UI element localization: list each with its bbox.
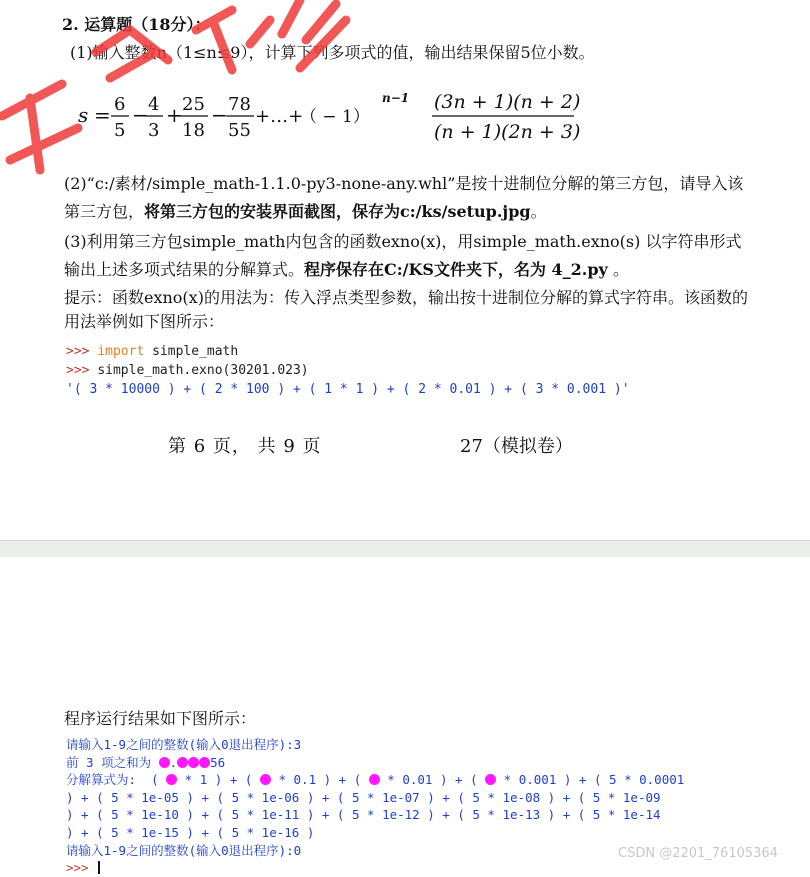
result-label: 程序运行结果如下图所示： <box>64 709 257 728</box>
formula-t2-den: 3 <box>148 120 160 141</box>
question-part-3 <box>64 228 754 284</box>
redacted-dot <box>188 757 199 768</box>
part2-end: 。 <box>530 202 547 221</box>
redacted-dot <box>166 774 177 785</box>
hint-text: 提示：函数exno(x)的用法为：传入浮点类型参数，输出按十进制位分解的算式字符串。该函数的用法举例如下图所示： <box>64 288 748 331</box>
svg-text:+: + <box>166 103 183 127</box>
program-output-console <box>66 736 684 877</box>
function-call: simple_math.exno(30201.023) <box>97 363 309 378</box>
code-example <box>66 342 630 399</box>
console-line-decomp: 分解算式为: ( * 1 ) + ( * 0.1 ) + ( * 0.01 ) + ( * 0.001 ) + ( 5 * 0.0001 <box>66 772 685 788</box>
csdn-watermark: CSDN @2201_76105364 <box>618 846 778 861</box>
formula-general-den: (n + 1)(2n + 3) <box>434 121 581 143</box>
page-number: 第 6 页， 共 9 页 <box>168 436 322 457</box>
code-line-import <box>66 342 630 361</box>
redacted-dot <box>159 757 170 768</box>
part3-end: 。 <box>607 260 629 279</box>
code-line-call <box>66 361 630 380</box>
svg-text:−: − <box>132 103 149 127</box>
svg-text:=: = <box>94 103 111 127</box>
console-line-6: ) + ( 5 * 1e-15 ) + ( 5 * 1e-16 ) <box>66 824 315 840</box>
import-module: simple_math <box>152 344 239 359</box>
text-cursor <box>98 861 100 874</box>
part3-text: (3)利用第三方包simple_math内包含的函数exno(x)，用simple_math.exno(s) 以字符串形式输出上述多项式结果的分解算式。 <box>64 232 742 279</box>
redacted-dot <box>199 757 210 768</box>
formula-t1-num: 6 <box>114 94 126 115</box>
polynomial-formula <box>74 86 634 146</box>
repl-prompt: >>> <box>66 344 90 359</box>
repl-prompt: >>> <box>66 363 90 378</box>
console-line-sum: 前 3 项之和为 . 56 <box>66 754 226 770</box>
import-keyword: import <box>97 344 145 359</box>
part3-bold: 程序保存在C:/KS文件夹下，名为 4_2.py <box>304 260 608 279</box>
question-part-2 <box>64 170 754 226</box>
redacted-dot <box>485 774 496 785</box>
console-line-input: 请输入1-9之间的整数(输入0退出程序):3 <box>66 737 302 752</box>
formula-ellipsis: +…+ <box>255 106 304 127</box>
repl-prompt: >>> <box>66 860 97 876</box>
redacted-dot <box>369 774 380 785</box>
page-divider <box>0 540 810 558</box>
redacted-dot <box>177 757 188 768</box>
console-line-4: ) + ( 5 * 1e-05 ) + ( 5 * 1e-06 ) + ( 5 * 1e-07 ) + ( 5 * 1e-08 ) + ( 5 * 1e-09 <box>66 789 661 805</box>
formula-general-num: (3n + 1)(n + 2) <box>434 91 581 113</box>
formula-t4-den: 55 <box>228 120 251 141</box>
mock-exam-label: 27（模拟卷） <box>460 436 573 457</box>
formula-s: s <box>78 103 89 127</box>
svg-text:−: − <box>211 103 228 127</box>
question-title: 2. 运算题（18分）： <box>62 15 211 34</box>
formula-t1-den: 5 <box>114 120 126 141</box>
formula-t2-num: 4 <box>148 94 160 115</box>
part2-text: (2)“c:/素材/simple_math-1.1.0-py3-none-any.whl”是按十进制位分解的第三方包，请导入该第三方包， <box>64 174 744 221</box>
formula-t3-num: 25 <box>182 94 205 115</box>
part2-bold: 将第三方包的安装界面截图，保存为c:/ks/setup.jpg <box>144 202 531 221</box>
redacted-dot <box>260 774 271 785</box>
console-line-exit: 请输入1-9之间的整数(输入0退出程序):0 <box>66 842 302 858</box>
formula-exponent: n−1 <box>382 91 410 105</box>
question-part-1: (1)输入整数n（1≤n≤9），计算下列多项式的值，输出结果保留5位小数。 <box>70 43 595 62</box>
console-line-5: ) + ( 5 * 1e-10 ) + ( 5 * 1e-11 ) + ( 5 * 1e-12 ) + ( 5 * 1e-13 ) + ( 5 * 1e-14 <box>66 807 661 823</box>
formula-sign: （ − 1） <box>300 107 370 127</box>
code-output: '( 3 * 10000 ) + ( 2 * 100 ) + ( 1 * 1 ) + ( 2 * 0.01 ) + ( 3 * 0.001 )' <box>66 382 630 397</box>
console-prompt-line[interactable] <box>66 859 684 877</box>
formula-t4-num: 78 <box>228 94 251 115</box>
formula-t3-den: 18 <box>182 120 205 141</box>
